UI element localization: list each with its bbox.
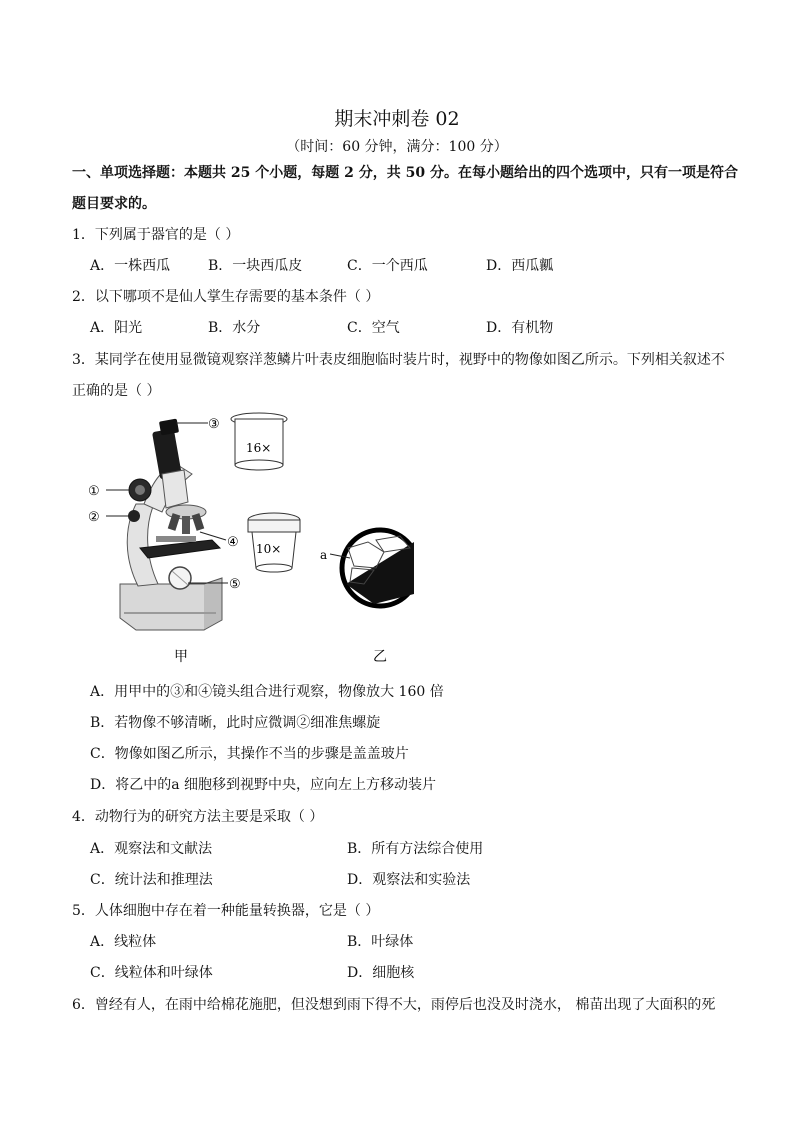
question-3-option-c: C．物像如图乙所示，其操作不当的步骤是盖盖玻片	[90, 746, 409, 762]
question-1-stem: 1．下列属于器官的是（ ）	[72, 227, 240, 243]
question-4-stem: 4．动物行为的研究方法主要是采取（ ）	[72, 809, 324, 825]
question-1-option-c: C．一个西瓜	[347, 258, 428, 274]
marker-3: ③	[208, 417, 220, 432]
objective-label: 10×	[256, 542, 282, 556]
question-1-option-a: A．一株西瓜	[90, 258, 171, 274]
question-2-option-d: D．有机物	[486, 320, 554, 336]
question-5-option-d: D．细胞核	[347, 965, 415, 981]
marker-5: ⑤	[229, 577, 241, 592]
question-3-stem-line2: 正确的是（ ）	[72, 383, 161, 399]
marker-2: ②	[88, 510, 100, 525]
question-4-option-a: A．观察法和文献法	[90, 841, 213, 857]
marker-1: ①	[88, 484, 100, 499]
field-of-view-drawing	[320, 530, 414, 606]
eyepiece-lens-drawing	[231, 413, 287, 470]
cell-a-label: a	[320, 548, 328, 562]
microscope-base	[120, 578, 222, 630]
figure-label-yi: 乙	[373, 649, 387, 665]
question-6-stem: 6．曾经有人，在雨中给棉花施肥，但没想到雨下得不大，雨停后也没及时浇水， 棉苗出现了大面积的死	[72, 997, 716, 1013]
question-1-option-b: B．一块西瓜皮	[208, 258, 303, 274]
question-4-option-c: C．统计法和推理法	[90, 872, 213, 888]
question-5-option-b: B．叶绿体	[347, 934, 414, 950]
question-1-option-d: D．西瓜瓤	[486, 258, 554, 274]
objective-lens-drawing	[248, 513, 300, 572]
question-2-option-c: C．空气	[347, 320, 400, 336]
section-instructions-line1: 一、单项选择题：本题共 25 个小题，每题 2 分，共 50 分。在每小题给出的四个选项中，只有一项是符合	[72, 165, 738, 181]
page-subtitle: （时间：60 分钟，满分：100 分）	[286, 139, 508, 155]
question-5-option-c: C．线粒体和叶绿体	[90, 965, 213, 981]
page-title: 期末冲刺卷 02	[334, 108, 460, 130]
question-3-option-b: B．若物像不够清晰，此时应微调②细准焦螺旋	[90, 715, 381, 731]
figure-label-jia: 甲	[174, 649, 188, 665]
section-instructions-line2: 题目要求的。	[72, 196, 156, 212]
question-5-stem: 5．人体细胞中存在着一种能量转换器，它是（ ）	[72, 903, 380, 919]
question-4-option-b: B．所有方法综合使用	[347, 841, 484, 857]
question-3-option-d: D．将乙中的a 细胞移到视野中央，应向左上方移动装片	[90, 777, 437, 793]
microscope-mirror	[169, 567, 191, 589]
eyepiece-label: 16×	[246, 441, 272, 455]
question-2-option-b: B．水分	[208, 320, 261, 336]
question-5-option-a: A．线粒体	[90, 934, 157, 950]
question-3-stem-line1: 3．某同学在使用显微镜观察洋葱鳞片叶表皮细胞临时装片时，视野中的物像如图乙所示。下列相关叙述不	[72, 352, 725, 368]
question-2-stem: 2．以下哪项不是仙人掌生存需要的基本条件（ ）	[72, 289, 380, 305]
question-4-option-d: D．观察法和实验法	[347, 872, 471, 888]
microscope-nosepiece	[166, 505, 206, 534]
microscope-figure	[84, 408, 414, 670]
question-2-option-a: A．阳光	[90, 320, 143, 336]
microscope-stage	[140, 536, 220, 558]
marker-4: ④	[227, 535, 239, 550]
question-3-option-a: A．用甲中的③和④镜头组合进行观察，物像放大 160 倍	[90, 684, 444, 700]
